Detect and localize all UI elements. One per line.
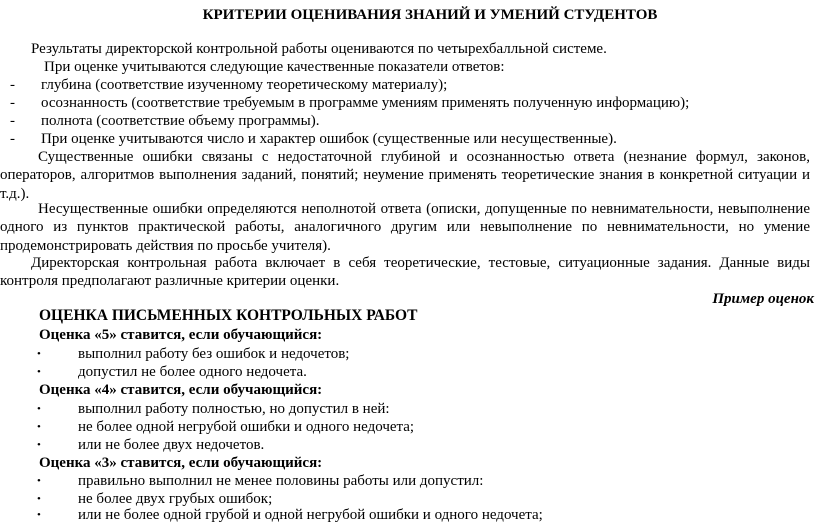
bullet-marker: • — [37, 403, 41, 415]
grade-3-heading: Оценка «3» ставится, если обучающийся: — [39, 455, 323, 471]
list-item — [37, 363, 807, 381]
list-item-text: или не более двух недочетов. — [78, 437, 265, 453]
bullet-marker: • — [37, 475, 41, 487]
bullet-marker: • — [37, 509, 41, 521]
dash-item-text: При оценке учитываются число и характер ошибок (существенные или несущественные). — [41, 131, 617, 147]
document-title: КРИТЕРИИ ОЦЕНИВАНИЯ ЗНАНИЙ И УМЕНИЙ СТУДЕНТОВ — [202, 7, 658, 23]
list-item — [37, 400, 807, 418]
grade-5-heading: Оценка «5» ставится, если обучающийся: — [39, 327, 323, 343]
intro-paragraph-2: При оценке учитываются следующие качественные показатели ответов: — [44, 59, 505, 75]
grade-4-heading: Оценка «4» ставится, если обучающийся: — [39, 382, 323, 398]
dash-marker: - — [10, 131, 15, 147]
list-item-text: не более двух грубых ошибок; — [78, 491, 273, 507]
bullet-marker: • — [37, 493, 41, 505]
dash-item-text: глубина (соответствие изученному теоретическому материалу); — [41, 77, 448, 93]
dash-marker: - — [10, 113, 15, 129]
list-item-text: допустил не более одного недочета. — [78, 364, 307, 380]
intro-paragraph-1: Результаты директорской контрольной работы оцениваются по четырехбалльной системе. — [31, 41, 607, 57]
dash-item — [10, 130, 810, 148]
list-item — [37, 472, 807, 490]
paragraph-essential-errors: Существенные ошибки связаны с недостаточной глубиной и осознанностью ответа (незнание формул, законов, операторов, алгоритмов выполнения заданий, понятий; неумение применять теоретические знания в конкретной ситуации и т.д.). — [0, 149, 810, 202]
list-item — [37, 345, 807, 363]
example-note: Пример оценок — [712, 291, 814, 307]
bullet-marker: • — [37, 421, 41, 433]
list-item — [37, 506, 807, 524]
list-item-text: не более одной негрубой ошибки и одного недочета; — [78, 419, 415, 435]
list-item-text: правильно выполнил не менее половины работы или допустил: — [78, 473, 484, 489]
list-item — [37, 418, 807, 436]
paragraph-minor-errors: Несущественные ошибки определяются неполнотой ответа (описки, допущенные по невнимательности, невыполнение одного из пунктов практической работы, аналогичного другим или невыполнение по невнимательности, но умение продемонстрировать действия по просьбе учителя). — [0, 201, 810, 254]
list-item-text: или не более одной грубой и одной негрубой ошибки и одного недочета; — [78, 507, 543, 523]
dash-item — [10, 112, 810, 130]
dash-item — [10, 76, 810, 94]
dash-marker: - — [10, 95, 15, 111]
bullet-marker: • — [37, 348, 41, 360]
list-item-text: выполнил работу полностью, но допустил в ней: — [78, 401, 390, 417]
list-item — [37, 436, 807, 454]
dash-item-text: полнота (соответствие объему программы). — [41, 113, 320, 129]
bullet-marker: • — [37, 439, 41, 451]
paragraph-control-work: Директорская контрольная работа включает в себя теоретические, тестовые, ситуационные задания. Данные виды контроля предполагают различные критерии оценки. — [0, 255, 810, 290]
section-title: ОЦЕНКА ПИСЬМЕННЫХ КОНТРОЛЬНЫХ РАБОТ — [39, 307, 418, 324]
bullet-marker: • — [37, 366, 41, 378]
list-item-text: выполнил работу без ошибок и недочетов; — [78, 346, 350, 362]
dash-marker: - — [10, 77, 15, 93]
dash-item-text: осознанность (соответствие требуемым в программе умениям применять полученную информацию); — [41, 95, 690, 111]
dash-item — [10, 94, 810, 112]
